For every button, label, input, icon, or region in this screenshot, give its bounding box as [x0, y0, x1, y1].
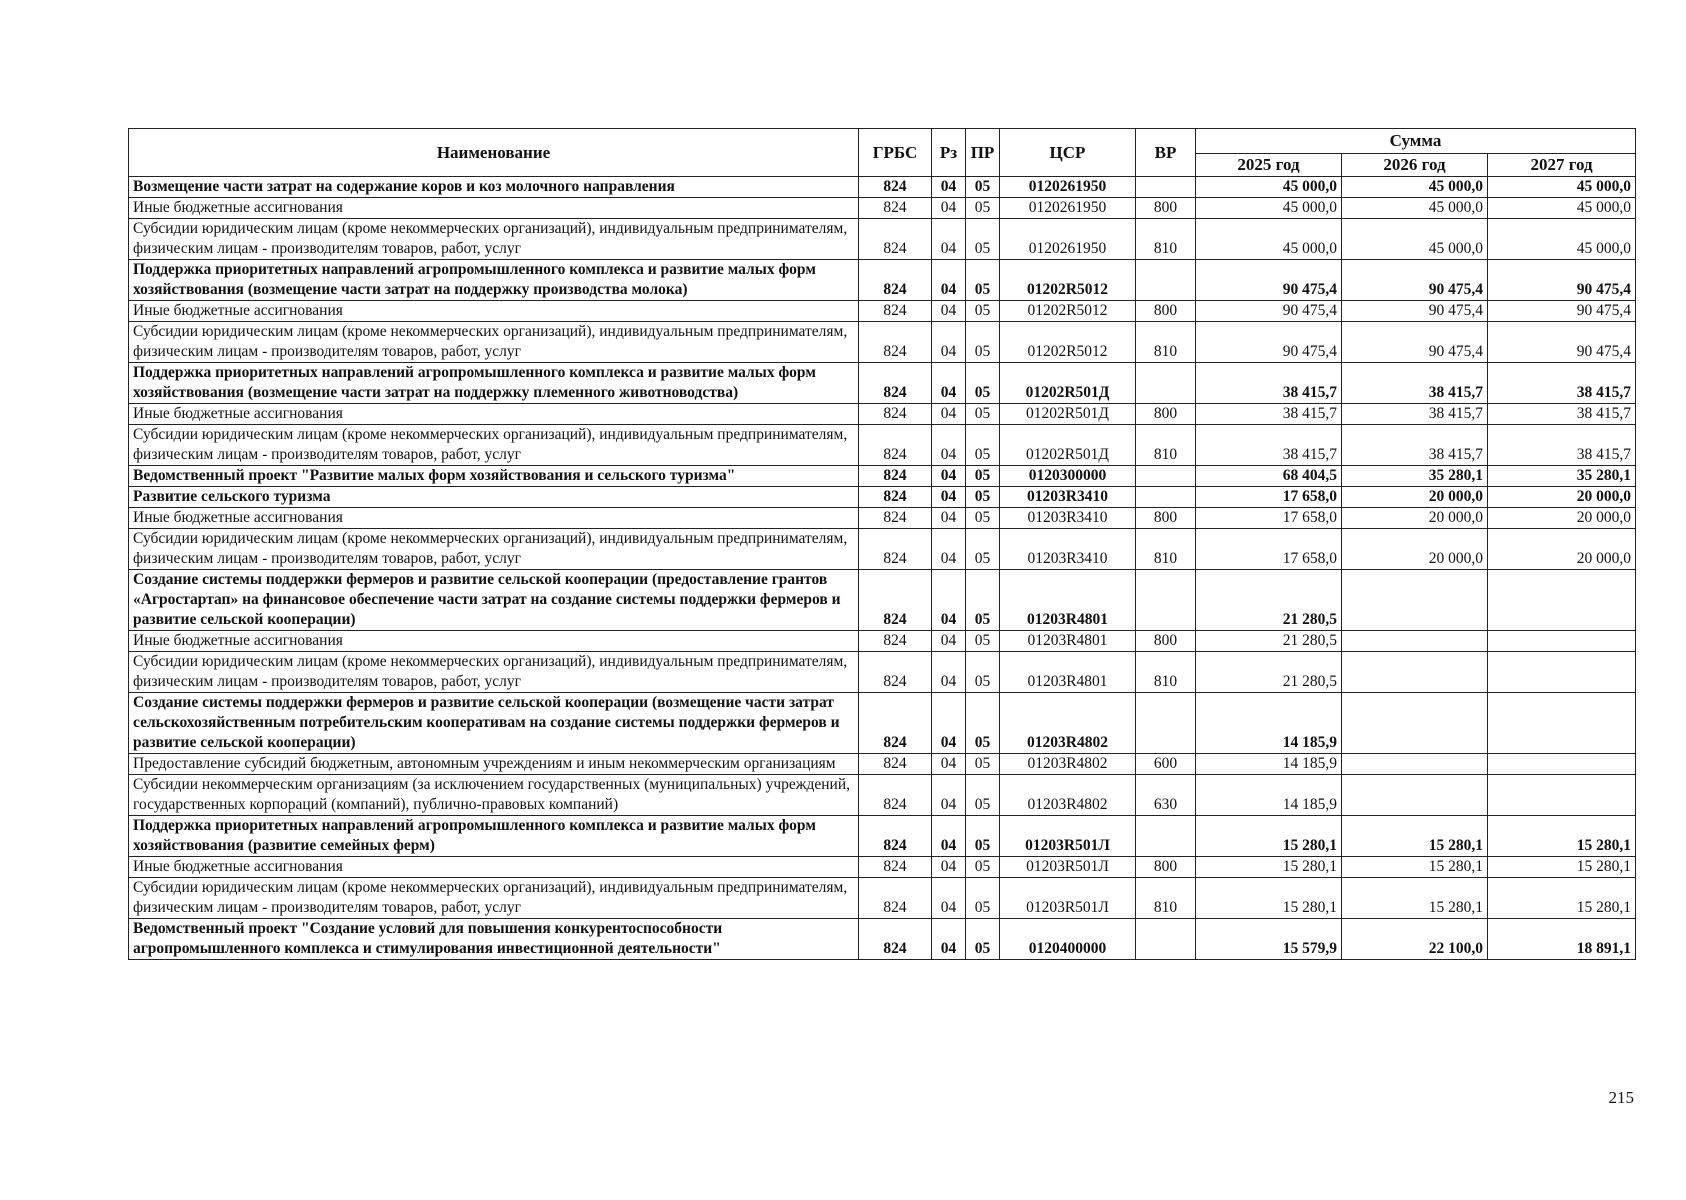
cell-name: Иные бюджетные ассигнования — [129, 301, 859, 322]
cell-pr: 05 — [966, 260, 1000, 301]
header-csr: ЦСР — [1000, 129, 1136, 177]
cell-vr — [1136, 177, 1196, 198]
cell-csr: 01203R4801 — [1000, 631, 1136, 652]
cell-vr — [1136, 487, 1196, 508]
cell-rz: 04 — [932, 466, 966, 487]
cell-rz: 04 — [932, 177, 966, 198]
cell-vr — [1136, 919, 1196, 960]
cell-name: Создание системы поддержки фермеров и развитие сельской кооперации (предоставление грантов «Агростартап» на финансовое обеспечение части затрат на создание системы поддержки фермеров и развитие сельской кооперации) — [129, 570, 859, 631]
cell-2025: 38 415,7 — [1196, 425, 1342, 466]
cell-2027: 90 475,4 — [1488, 301, 1636, 322]
cell-grbs: 824 — [859, 529, 932, 570]
cell-2027: 20 000,0 — [1488, 508, 1636, 529]
table-row — [129, 508, 1636, 529]
cell-vr: 800 — [1136, 198, 1196, 219]
table-row — [129, 260, 1636, 301]
cell-name: Субсидии юридическим лицам (кроме некоммерческих организаций), индивидуальным предпринимателям, физическим лицам - производителям товаров, работ, услуг — [129, 425, 859, 466]
cell-vr — [1136, 260, 1196, 301]
cell-name: Субсидии некоммерческим организациям (за исключением государственных (муниципальных) учреждений, государственных корпораций (компаний), публично-правовых компаний) — [129, 775, 859, 816]
cell-vr: 810 — [1136, 529, 1196, 570]
cell-vr: 810 — [1136, 219, 1196, 260]
cell-2026: 45 000,0 — [1342, 177, 1488, 198]
cell-name: Ведомственный проект "Развитие малых форм хозяйствования и сельского туризма" — [129, 466, 859, 487]
cell-pr: 05 — [966, 754, 1000, 775]
cell-2025: 15 280,1 — [1196, 857, 1342, 878]
cell-vr: 800 — [1136, 631, 1196, 652]
cell-grbs: 824 — [859, 301, 932, 322]
cell-name: Субсидии юридическим лицам (кроме некоммерческих организаций), индивидуальным предпринимателям, физическим лицам - производителям товаров, работ, услуг — [129, 878, 859, 919]
cell-pr: 05 — [966, 878, 1000, 919]
cell-csr: 0120400000 — [1000, 919, 1136, 960]
cell-name: Иные бюджетные ассигнования — [129, 404, 859, 425]
table-row — [129, 425, 1636, 466]
cell-rz: 04 — [932, 198, 966, 219]
cell-grbs: 824 — [859, 816, 932, 857]
cell-rz: 04 — [932, 425, 966, 466]
cell-2027: 38 415,7 — [1488, 425, 1636, 466]
cell-2026: 38 415,7 — [1342, 425, 1488, 466]
cell-csr: 01203R4802 — [1000, 693, 1136, 754]
cell-pr: 05 — [966, 425, 1000, 466]
cell-2027 — [1488, 570, 1636, 631]
cell-csr: 0120300000 — [1000, 466, 1136, 487]
cell-csr: 0120261950 — [1000, 219, 1136, 260]
cell-vr: 600 — [1136, 754, 1196, 775]
cell-rz: 04 — [932, 508, 966, 529]
cell-csr: 01203R4802 — [1000, 775, 1136, 816]
cell-2026: 35 280,1 — [1342, 466, 1488, 487]
cell-2026: 90 475,4 — [1342, 322, 1488, 363]
table-row — [129, 631, 1636, 652]
cell-rz: 04 — [932, 754, 966, 775]
cell-vr: 800 — [1136, 301, 1196, 322]
cell-vr: 810 — [1136, 878, 1196, 919]
table-row — [129, 404, 1636, 425]
cell-grbs: 824 — [859, 570, 932, 631]
cell-rz: 04 — [932, 363, 966, 404]
cell-csr: 01202R501Д — [1000, 363, 1136, 404]
cell-pr: 05 — [966, 219, 1000, 260]
cell-2025: 45 000,0 — [1196, 219, 1342, 260]
cell-2026: 90 475,4 — [1342, 260, 1488, 301]
cell-csr: 01203R4802 — [1000, 754, 1136, 775]
cell-2027: 38 415,7 — [1488, 404, 1636, 425]
header-grbs: ГРБС — [859, 129, 932, 177]
cell-2027: 45 000,0 — [1488, 177, 1636, 198]
cell-csr: 01203R4801 — [1000, 652, 1136, 693]
cell-rz: 04 — [932, 219, 966, 260]
cell-2027: 35 280,1 — [1488, 466, 1636, 487]
cell-2025: 21 280,5 — [1196, 631, 1342, 652]
cell-2025: 68 404,5 — [1196, 466, 1342, 487]
cell-vr: 800 — [1136, 404, 1196, 425]
cell-name: Иные бюджетные ассигнования — [129, 631, 859, 652]
cell-name: Субсидии юридическим лицам (кроме некоммерческих организаций), индивидуальным предпринимателям, физическим лицам - производителям товаров, работ, услуг — [129, 529, 859, 570]
cell-grbs: 824 — [859, 508, 932, 529]
cell-grbs: 824 — [859, 260, 932, 301]
cell-name: Иные бюджетные ассигнования — [129, 508, 859, 529]
header-vr: ВР — [1136, 129, 1196, 177]
cell-grbs: 824 — [859, 754, 932, 775]
cell-vr — [1136, 570, 1196, 631]
cell-2027 — [1488, 693, 1636, 754]
cell-pr: 05 — [966, 816, 1000, 857]
cell-vr — [1136, 363, 1196, 404]
cell-2025: 21 280,5 — [1196, 570, 1342, 631]
header-row — [129, 129, 1636, 154]
cell-name: Ведомственный проект "Создание условий для повышения конкурентоспособности агропромышленного комплекса и стимулирования инвестиционной деятельности" — [129, 919, 859, 960]
cell-2027: 15 280,1 — [1488, 816, 1636, 857]
cell-2027 — [1488, 754, 1636, 775]
cell-pr: 05 — [966, 570, 1000, 631]
cell-2026: 15 280,1 — [1342, 857, 1488, 878]
cell-2025: 38 415,7 — [1196, 404, 1342, 425]
cell-csr: 01203R501Л — [1000, 857, 1136, 878]
cell-csr: 01203R501Л — [1000, 878, 1136, 919]
cell-2025: 45 000,0 — [1196, 198, 1342, 219]
cell-csr: 0120261950 — [1000, 177, 1136, 198]
page-number: 215 — [1608, 1088, 1634, 1107]
cell-pr: 05 — [966, 198, 1000, 219]
cell-csr: 01203R3410 — [1000, 529, 1136, 570]
cell-name: Субсидии юридическим лицам (кроме некоммерческих организаций), индивидуальным предпринимателям, физическим лицам - производителям товаров, работ, услуг — [129, 219, 859, 260]
cell-2026: 20 000,0 — [1342, 487, 1488, 508]
cell-2026: 90 475,4 — [1342, 301, 1488, 322]
cell-csr: 01203R501Л — [1000, 816, 1136, 857]
cell-csr: 01203R3410 — [1000, 487, 1136, 508]
cell-rz: 04 — [932, 404, 966, 425]
cell-grbs: 824 — [859, 198, 932, 219]
cell-pr: 05 — [966, 404, 1000, 425]
cell-2025: 17 658,0 — [1196, 529, 1342, 570]
table-row — [129, 466, 1636, 487]
table-row — [129, 363, 1636, 404]
cell-rz: 04 — [932, 775, 966, 816]
cell-2026: 45 000,0 — [1342, 198, 1488, 219]
cell-name: Создание системы поддержки фермеров и развитие сельской кооперации (возмещение части затрат сельскохозяйственным потребительским кооперативам на создание системы поддержки фермеров и развитие сельской кооперации) — [129, 693, 859, 754]
header-sum: Сумма — [1196, 129, 1636, 154]
cell-2026: 20 000,0 — [1342, 508, 1488, 529]
cell-2025: 14 185,9 — [1196, 693, 1342, 754]
table-row — [129, 857, 1636, 878]
table-row — [129, 487, 1636, 508]
cell-2027: 20 000,0 — [1488, 529, 1636, 570]
cell-2025: 15 280,1 — [1196, 816, 1342, 857]
cell-pr: 05 — [966, 857, 1000, 878]
cell-grbs: 824 — [859, 631, 932, 652]
cell-pr: 05 — [966, 466, 1000, 487]
table-row — [129, 322, 1636, 363]
cell-grbs: 824 — [859, 693, 932, 754]
cell-pr: 05 — [966, 301, 1000, 322]
table-row — [129, 693, 1636, 754]
cell-rz: 04 — [932, 878, 966, 919]
cell-grbs: 824 — [859, 487, 932, 508]
cell-csr: 01202R5012 — [1000, 322, 1136, 363]
cell-pr: 05 — [966, 487, 1000, 508]
cell-name: Предоставление субсидий бюджетным, автономным учреждениям и иным некоммерческим организациям — [129, 754, 859, 775]
cell-csr: 01202R501Д — [1000, 425, 1136, 466]
cell-vr — [1136, 466, 1196, 487]
cell-name: Поддержка приоритетных направлений агропромышленного комплекса и развитие малых форм хозяйствования (возмещение части затрат на поддержку производства молока) — [129, 260, 859, 301]
cell-pr: 05 — [966, 177, 1000, 198]
cell-csr: 0120261950 — [1000, 198, 1136, 219]
cell-2025: 15 280,1 — [1196, 878, 1342, 919]
cell-rz: 04 — [932, 260, 966, 301]
table-row — [129, 878, 1636, 919]
cell-pr: 05 — [966, 322, 1000, 363]
cell-grbs: 824 — [859, 363, 932, 404]
cell-2027: 45 000,0 — [1488, 219, 1636, 260]
cell-name: Субсидии юридическим лицам (кроме некоммерческих организаций), индивидуальным предпринимателям, физическим лицам - производителям товаров, работ, услуг — [129, 652, 859, 693]
cell-2027: 15 280,1 — [1488, 857, 1636, 878]
table-row — [129, 754, 1636, 775]
header-rz: Рз — [932, 129, 966, 177]
header-year-2025: 2025 год — [1196, 154, 1342, 177]
cell-pr: 05 — [966, 529, 1000, 570]
cell-2027 — [1488, 652, 1636, 693]
cell-name: Поддержка приоритетных направлений агропромышленного комплекса и развитие малых форм хозяйствования (развитие семейных ферм) — [129, 816, 859, 857]
cell-grbs: 824 — [859, 322, 932, 363]
cell-2025: 17 658,0 — [1196, 487, 1342, 508]
cell-rz: 04 — [932, 693, 966, 754]
table-row — [129, 301, 1636, 322]
cell-2025: 90 475,4 — [1196, 260, 1342, 301]
cell-2026 — [1342, 631, 1488, 652]
cell-2027: 90 475,4 — [1488, 260, 1636, 301]
cell-pr: 05 — [966, 631, 1000, 652]
cell-grbs: 824 — [859, 466, 932, 487]
table-row — [129, 652, 1636, 693]
cell-2027: 45 000,0 — [1488, 198, 1636, 219]
cell-2027 — [1488, 775, 1636, 816]
cell-csr: 01203R3410 — [1000, 508, 1136, 529]
cell-2025: 21 280,5 — [1196, 652, 1342, 693]
cell-2026 — [1342, 775, 1488, 816]
table-row — [129, 775, 1636, 816]
cell-rz: 04 — [932, 652, 966, 693]
cell-name: Субсидии юридическим лицам (кроме некоммерческих организаций), индивидуальным предпринимателям, физическим лицам - производителям товаров, работ, услуг — [129, 322, 859, 363]
cell-grbs: 824 — [859, 878, 932, 919]
cell-2025: 15 579,9 — [1196, 919, 1342, 960]
cell-rz: 04 — [932, 919, 966, 960]
cell-2025: 14 185,9 — [1196, 775, 1342, 816]
cell-2026: 45 000,0 — [1342, 219, 1488, 260]
cell-2027: 90 475,4 — [1488, 322, 1636, 363]
table-row — [129, 919, 1636, 960]
table-row — [129, 529, 1636, 570]
cell-2026 — [1342, 693, 1488, 754]
cell-pr: 05 — [966, 693, 1000, 754]
cell-pr: 05 — [966, 652, 1000, 693]
cell-grbs: 824 — [859, 652, 932, 693]
cell-2026: 15 280,1 — [1342, 816, 1488, 857]
cell-grbs: 824 — [859, 857, 932, 878]
cell-grbs: 824 — [859, 775, 932, 816]
table-row — [129, 198, 1636, 219]
cell-2027: 38 415,7 — [1488, 363, 1636, 404]
table-row — [129, 570, 1636, 631]
cell-pr: 05 — [966, 363, 1000, 404]
cell-name: Возмещение части затрат на содержание коров и коз молочного направления — [129, 177, 859, 198]
cell-name: Иные бюджетные ассигнования — [129, 857, 859, 878]
cell-2027: 15 280,1 — [1488, 878, 1636, 919]
cell-csr: 01202R5012 — [1000, 301, 1136, 322]
cell-2025: 14 185,9 — [1196, 754, 1342, 775]
cell-2026: 38 415,7 — [1342, 404, 1488, 425]
budget-table — [128, 128, 1636, 960]
cell-2026 — [1342, 652, 1488, 693]
cell-2027: 20 000,0 — [1488, 487, 1636, 508]
header-name: Наименование — [129, 129, 859, 177]
cell-name: Развитие сельского туризма — [129, 487, 859, 508]
cell-vr — [1136, 693, 1196, 754]
cell-grbs: 824 — [859, 177, 932, 198]
cell-name: Иные бюджетные ассигнования — [129, 198, 859, 219]
cell-pr: 05 — [966, 919, 1000, 960]
cell-grbs: 824 — [859, 404, 932, 425]
cell-rz: 04 — [932, 570, 966, 631]
cell-grbs: 824 — [859, 425, 932, 466]
cell-rz: 04 — [932, 816, 966, 857]
cell-vr: 810 — [1136, 652, 1196, 693]
table-row — [129, 219, 1636, 260]
cell-2025: 38 415,7 — [1196, 363, 1342, 404]
cell-2025: 45 000,0 — [1196, 177, 1342, 198]
header-year-2027: 2027 год — [1488, 154, 1636, 177]
cell-rz: 04 — [932, 322, 966, 363]
cell-2026: 38 415,7 — [1342, 363, 1488, 404]
cell-vr: 630 — [1136, 775, 1196, 816]
header-pr: ПР — [966, 129, 1000, 177]
cell-vr — [1136, 816, 1196, 857]
cell-rz: 04 — [932, 529, 966, 570]
cell-2026: 20 000,0 — [1342, 529, 1488, 570]
cell-2027 — [1488, 631, 1636, 652]
cell-rz: 04 — [932, 857, 966, 878]
cell-csr: 01202R501Д — [1000, 404, 1136, 425]
cell-pr: 05 — [966, 508, 1000, 529]
header-year-2026: 2026 год — [1342, 154, 1488, 177]
cell-vr: 800 — [1136, 508, 1196, 529]
cell-pr: 05 — [966, 775, 1000, 816]
cell-vr: 810 — [1136, 322, 1196, 363]
cell-2026 — [1342, 570, 1488, 631]
cell-rz: 04 — [932, 301, 966, 322]
cell-grbs: 824 — [859, 919, 932, 960]
table-body — [129, 177, 1636, 960]
cell-name: Поддержка приоритетных направлений агропромышленного комплекса и развитие малых форм хозяйствования (возмещение части затрат на поддержку племенного животноводства) — [129, 363, 859, 404]
cell-2027: 18 891,1 — [1488, 919, 1636, 960]
cell-rz: 04 — [932, 631, 966, 652]
cell-2026: 15 280,1 — [1342, 878, 1488, 919]
cell-2026 — [1342, 754, 1488, 775]
table-row — [129, 816, 1636, 857]
cell-vr: 800 — [1136, 857, 1196, 878]
table-row — [129, 177, 1636, 198]
cell-rz: 04 — [932, 487, 966, 508]
cell-vr: 810 — [1136, 425, 1196, 466]
cell-2025: 90 475,4 — [1196, 322, 1342, 363]
cell-csr: 01203R4801 — [1000, 570, 1136, 631]
cell-2026: 22 100,0 — [1342, 919, 1488, 960]
cell-grbs: 824 — [859, 219, 932, 260]
cell-2025: 17 658,0 — [1196, 508, 1342, 529]
cell-2025: 90 475,4 — [1196, 301, 1342, 322]
cell-csr: 01202R5012 — [1000, 260, 1136, 301]
